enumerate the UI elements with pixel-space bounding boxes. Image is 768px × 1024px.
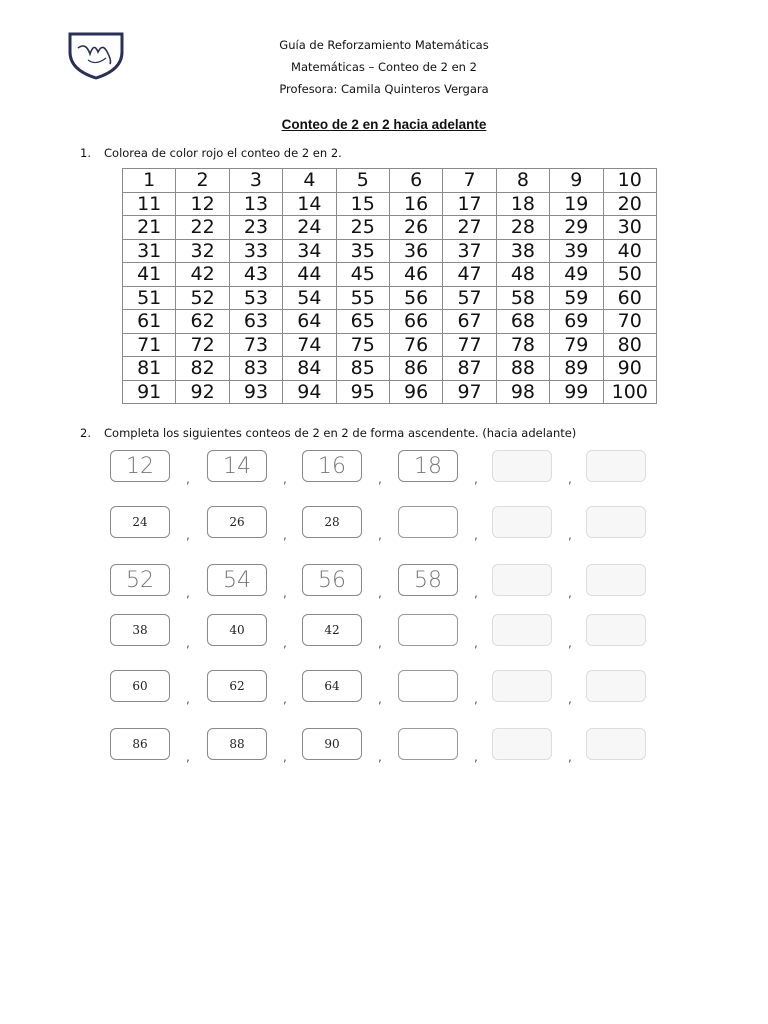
grid-cell[interactable]: 95 [336, 380, 389, 404]
grid-cell[interactable]: 92 [176, 380, 229, 404]
separator-comma: , [568, 750, 572, 764]
header-line-1: Guía de Reforzamiento Matemáticas [279, 38, 489, 52]
sequence-cell [302, 450, 366, 484]
separator-comma: , [186, 750, 190, 764]
sequence-cell [302, 564, 366, 598]
grid-cell[interactable]: 87 [443, 357, 496, 381]
grid-cell[interactable]: 14 [283, 192, 336, 216]
grid-cell[interactable]: 24 [283, 216, 336, 240]
grid-cell[interactable]: 56 [389, 286, 442, 310]
grid-cell[interactable]: 83 [229, 357, 282, 381]
answer-box[interactable] [492, 614, 552, 646]
grid-cell[interactable]: 21 [123, 216, 176, 240]
grid-cell[interactable]: 100 [603, 380, 656, 404]
grid-row [123, 357, 657, 381]
sequence-cell [110, 564, 174, 598]
grid-cell[interactable]: 8 [496, 169, 549, 193]
number-box: 38 [110, 614, 170, 646]
answer-box[interactable] [586, 728, 646, 760]
sequence-cell [302, 670, 366, 704]
grid-cell[interactable]: 30 [603, 216, 656, 240]
grid-cell[interactable]: 11 [123, 192, 176, 216]
instruction-2 [80, 426, 576, 440]
separator-comma: , [474, 586, 478, 600]
grid-cell[interactable]: 28 [496, 216, 549, 240]
separator-comma: , [186, 472, 190, 486]
grid-row [123, 380, 657, 404]
number-box: 62 [207, 670, 267, 702]
separator-comma: , [474, 692, 478, 706]
sequence-cell [207, 728, 271, 762]
page-title: Conteo de 2 en 2 hacia adelante [281, 117, 487, 132]
separator-comma: , [283, 636, 287, 650]
sequence-cell [492, 450, 556, 484]
sequence-cell [492, 614, 556, 648]
grid-cell[interactable]: 3 [229, 169, 282, 193]
number-box: 16 [302, 450, 362, 482]
grid-cell[interactable]: 26 [389, 216, 442, 240]
grid-cell[interactable]: 18 [496, 192, 549, 216]
number-box: 40 [207, 614, 267, 646]
sequence-cell [398, 506, 462, 540]
sequence-cell [207, 506, 271, 540]
grid-cell[interactable]: 65 [336, 310, 389, 334]
grid-cell[interactable]: 97 [443, 380, 496, 404]
grid-cell[interactable]: 84 [283, 357, 336, 381]
answer-box[interactable] [586, 564, 646, 596]
sequence-cell [586, 670, 650, 704]
number-grid [122, 168, 657, 404]
grid-cell[interactable]: 47 [443, 263, 496, 287]
instruction-number: 2. [80, 426, 91, 440]
grid-cell[interactable]: 34 [283, 239, 336, 263]
grid-cell[interactable]: 50 [603, 263, 656, 287]
grid-cell[interactable]: 43 [229, 263, 282, 287]
separator-comma: , [568, 692, 572, 706]
separator-comma: , [568, 472, 572, 486]
sequence-cell [302, 506, 366, 540]
grid-cell[interactable]: 46 [389, 263, 442, 287]
grid-cell[interactable]: 63 [229, 310, 282, 334]
grid-cell[interactable]: 68 [496, 310, 549, 334]
grid-cell[interactable]: 88 [496, 357, 549, 381]
sequence-cell [492, 670, 556, 704]
grid-cell[interactable]: 76 [389, 333, 442, 357]
grid-cell[interactable]: 44 [283, 263, 336, 287]
separator-comma: , [186, 586, 190, 600]
sequence-cell [398, 564, 462, 598]
sequence-cell [302, 614, 366, 648]
separator-comma: , [283, 750, 287, 764]
sequence-cell [492, 506, 556, 540]
answer-box[interactable] [398, 670, 458, 702]
grid-cell[interactable]: 75 [336, 333, 389, 357]
grid-cell[interactable]: 7 [443, 169, 496, 193]
number-box: 60 [110, 670, 170, 702]
sequence-cell [207, 450, 271, 484]
number-box: 18 [398, 450, 458, 482]
grid-cell[interactable]: 22 [176, 216, 229, 240]
separator-comma: , [283, 586, 287, 600]
sequence-cell [302, 728, 366, 762]
separator-comma: , [378, 692, 382, 706]
grid-cell[interactable]: 1 [123, 169, 176, 193]
sequence-cell [110, 506, 174, 540]
separator-comma: , [186, 692, 190, 706]
number-box: 12 [110, 450, 170, 482]
grid-cell[interactable]: 49 [550, 263, 603, 287]
answer-box[interactable] [492, 670, 552, 702]
sequence-cell [586, 728, 650, 762]
sequence-cell [398, 670, 462, 704]
sequence-cell [586, 564, 650, 598]
instruction-text: Colorea de color rojo el conteo de 2 en 2. [104, 146, 342, 160]
grid-cell[interactable]: 40 [603, 239, 656, 263]
grid-cell[interactable]: 62 [176, 310, 229, 334]
grid-cell[interactable]: 36 [389, 239, 442, 263]
sequence-row [110, 450, 670, 490]
grid-cell[interactable]: 77 [443, 333, 496, 357]
grid-row [123, 216, 657, 240]
number-box: 28 [302, 506, 362, 538]
sequence-cell [492, 564, 556, 598]
grid-cell[interactable]: 51 [123, 286, 176, 310]
grid-cell[interactable]: 6 [389, 169, 442, 193]
separator-comma: , [186, 528, 190, 542]
grid-cell[interactable]: 73 [229, 333, 282, 357]
grid-cell[interactable]: 45 [336, 263, 389, 287]
separator-comma: , [474, 750, 478, 764]
grid-cell[interactable]: 39 [550, 239, 603, 263]
grid-cell[interactable]: 5 [336, 169, 389, 193]
header-line-3: Profesora: Camila Quinteros Vergara [279, 82, 489, 96]
grid-cell[interactable]: 94 [283, 380, 336, 404]
grid-cell[interactable]: 58 [496, 286, 549, 310]
separator-comma: , [186, 636, 190, 650]
number-box: 64 [302, 670, 362, 702]
grid-cell[interactable]: 13 [229, 192, 282, 216]
sequence-cell [207, 670, 271, 704]
answer-box[interactable] [586, 614, 646, 646]
answer-box[interactable] [398, 506, 458, 538]
separator-comma: , [378, 528, 382, 542]
grid-cell[interactable]: 42 [176, 263, 229, 287]
grid-cell[interactable]: 82 [176, 357, 229, 381]
grid-row [123, 310, 657, 334]
separator-comma: , [283, 472, 287, 486]
grid-cell[interactable]: 79 [550, 333, 603, 357]
separator-comma: , [378, 586, 382, 600]
grid-cell[interactable]: 9 [550, 169, 603, 193]
grid-cell[interactable]: 59 [550, 286, 603, 310]
answer-box[interactable] [398, 614, 458, 646]
number-box: 90 [302, 728, 362, 760]
grid-cell[interactable]: 16 [389, 192, 442, 216]
separator-comma: , [378, 636, 382, 650]
number-box: 88 [207, 728, 267, 760]
sequence-row [110, 614, 670, 654]
number-box: 56 [302, 564, 362, 596]
grid-cell[interactable]: 90 [603, 357, 656, 381]
document-header [0, 34, 768, 100]
sequence-cell [586, 506, 650, 540]
header-line-2: Matemáticas – Conteo de 2 en 2 [291, 60, 477, 74]
separator-comma: , [568, 528, 572, 542]
grid-cell[interactable]: 89 [550, 357, 603, 381]
separator-comma: , [474, 636, 478, 650]
grid-cell[interactable]: 99 [550, 380, 603, 404]
instruction-1 [80, 146, 342, 160]
grid-cell[interactable]: 23 [229, 216, 282, 240]
grid-cell[interactable]: 33 [229, 239, 282, 263]
number-box: 58 [398, 564, 458, 596]
grid-cell[interactable]: 69 [550, 310, 603, 334]
answer-box[interactable] [492, 450, 552, 482]
separator-comma: , [474, 528, 478, 542]
grid-cell[interactable]: 91 [123, 380, 176, 404]
grid-cell[interactable]: 12 [176, 192, 229, 216]
grid-cell[interactable]: 32 [176, 239, 229, 263]
sequence-cell [207, 614, 271, 648]
grid-cell[interactable]: 4 [283, 169, 336, 193]
grid-cell[interactable]: 74 [283, 333, 336, 357]
grid-cell[interactable]: 80 [603, 333, 656, 357]
grid-cell[interactable]: 15 [336, 192, 389, 216]
sequence-cell [110, 614, 174, 648]
grid-cell[interactable]: 25 [336, 216, 389, 240]
grid-cell[interactable]: 41 [123, 263, 176, 287]
sequence-row [110, 670, 670, 710]
sequence-cell [398, 614, 462, 648]
grid-cell[interactable]: 53 [229, 286, 282, 310]
number-box: 52 [110, 564, 170, 596]
grid-cell[interactable]: 72 [176, 333, 229, 357]
grid-cell[interactable]: 93 [229, 380, 282, 404]
grid-cell[interactable]: 54 [283, 286, 336, 310]
grid-cell[interactable]: 31 [123, 239, 176, 263]
separator-comma: , [568, 636, 572, 650]
grid-cell[interactable]: 29 [550, 216, 603, 240]
sequence-cell [207, 564, 271, 598]
instruction-text: Completa los siguientes conteos de 2 en 2 de forma ascendente. (hacia adelante) [104, 426, 577, 440]
sequence-cell [398, 450, 462, 484]
grid-cell[interactable]: 85 [336, 357, 389, 381]
instruction-number: 1. [80, 146, 91, 160]
grid-cell[interactable]: 64 [283, 310, 336, 334]
sequence-row [110, 728, 670, 768]
sequence-cell [492, 728, 556, 762]
separator-comma: , [283, 692, 287, 706]
separator-comma: , [283, 528, 287, 542]
sequence-cell [110, 728, 174, 762]
grid-cell[interactable]: 17 [443, 192, 496, 216]
separator-comma: , [378, 472, 382, 486]
sequence-cell [110, 670, 174, 704]
grid-cell[interactable]: 2 [176, 169, 229, 193]
grid-row [123, 263, 657, 287]
answer-box[interactable] [398, 728, 458, 760]
separator-comma: , [568, 586, 572, 600]
grid-row [123, 286, 657, 310]
grid-cell[interactable]: 38 [496, 239, 549, 263]
sequence-cell [398, 728, 462, 762]
grid-cell[interactable]: 60 [603, 286, 656, 310]
grid-cell[interactable]: 86 [389, 357, 442, 381]
grid-cell[interactable]: 57 [443, 286, 496, 310]
grid-cell[interactable]: 98 [496, 380, 549, 404]
sequence-cell [586, 614, 650, 648]
grid-cell[interactable]: 10 [603, 169, 656, 193]
answer-box[interactable] [492, 728, 552, 760]
grid-cell[interactable]: 67 [443, 310, 496, 334]
grid-row [123, 239, 657, 263]
sequence-cell [110, 450, 174, 484]
sequence-cell [586, 450, 650, 484]
grid-cell[interactable]: 61 [123, 310, 176, 334]
separator-comma: , [378, 750, 382, 764]
grid-cell[interactable]: 55 [336, 286, 389, 310]
answer-box[interactable] [492, 564, 552, 596]
grid-cell[interactable]: 19 [550, 192, 603, 216]
grid-row [123, 333, 657, 357]
grid-row [123, 169, 657, 193]
sequence-row [110, 564, 670, 604]
grid-cell[interactable]: 52 [176, 286, 229, 310]
number-box: 14 [207, 450, 267, 482]
number-box: 24 [110, 506, 170, 538]
grid-cell[interactable]: 48 [496, 263, 549, 287]
grid-cell[interactable]: 70 [603, 310, 656, 334]
number-box: 42 [302, 614, 362, 646]
grid-cell[interactable]: 81 [123, 357, 176, 381]
grid-row [123, 192, 657, 216]
answer-box[interactable] [492, 506, 552, 538]
grid-cell[interactable]: 20 [603, 192, 656, 216]
grid-cell[interactable]: 71 [123, 333, 176, 357]
grid-cell[interactable]: 35 [336, 239, 389, 263]
grid-cell[interactable]: 27 [443, 216, 496, 240]
grid-cell[interactable]: 78 [496, 333, 549, 357]
answer-box[interactable] [586, 506, 646, 538]
number-box: 26 [207, 506, 267, 538]
answer-box[interactable] [586, 450, 646, 482]
sequence-row [110, 506, 670, 546]
number-box: 86 [110, 728, 170, 760]
separator-comma: , [474, 472, 478, 486]
grid-cell[interactable]: 66 [389, 310, 442, 334]
grid-cell[interactable]: 96 [389, 380, 442, 404]
number-box: 54 [207, 564, 267, 596]
answer-box[interactable] [586, 670, 646, 702]
grid-cell[interactable]: 37 [443, 239, 496, 263]
